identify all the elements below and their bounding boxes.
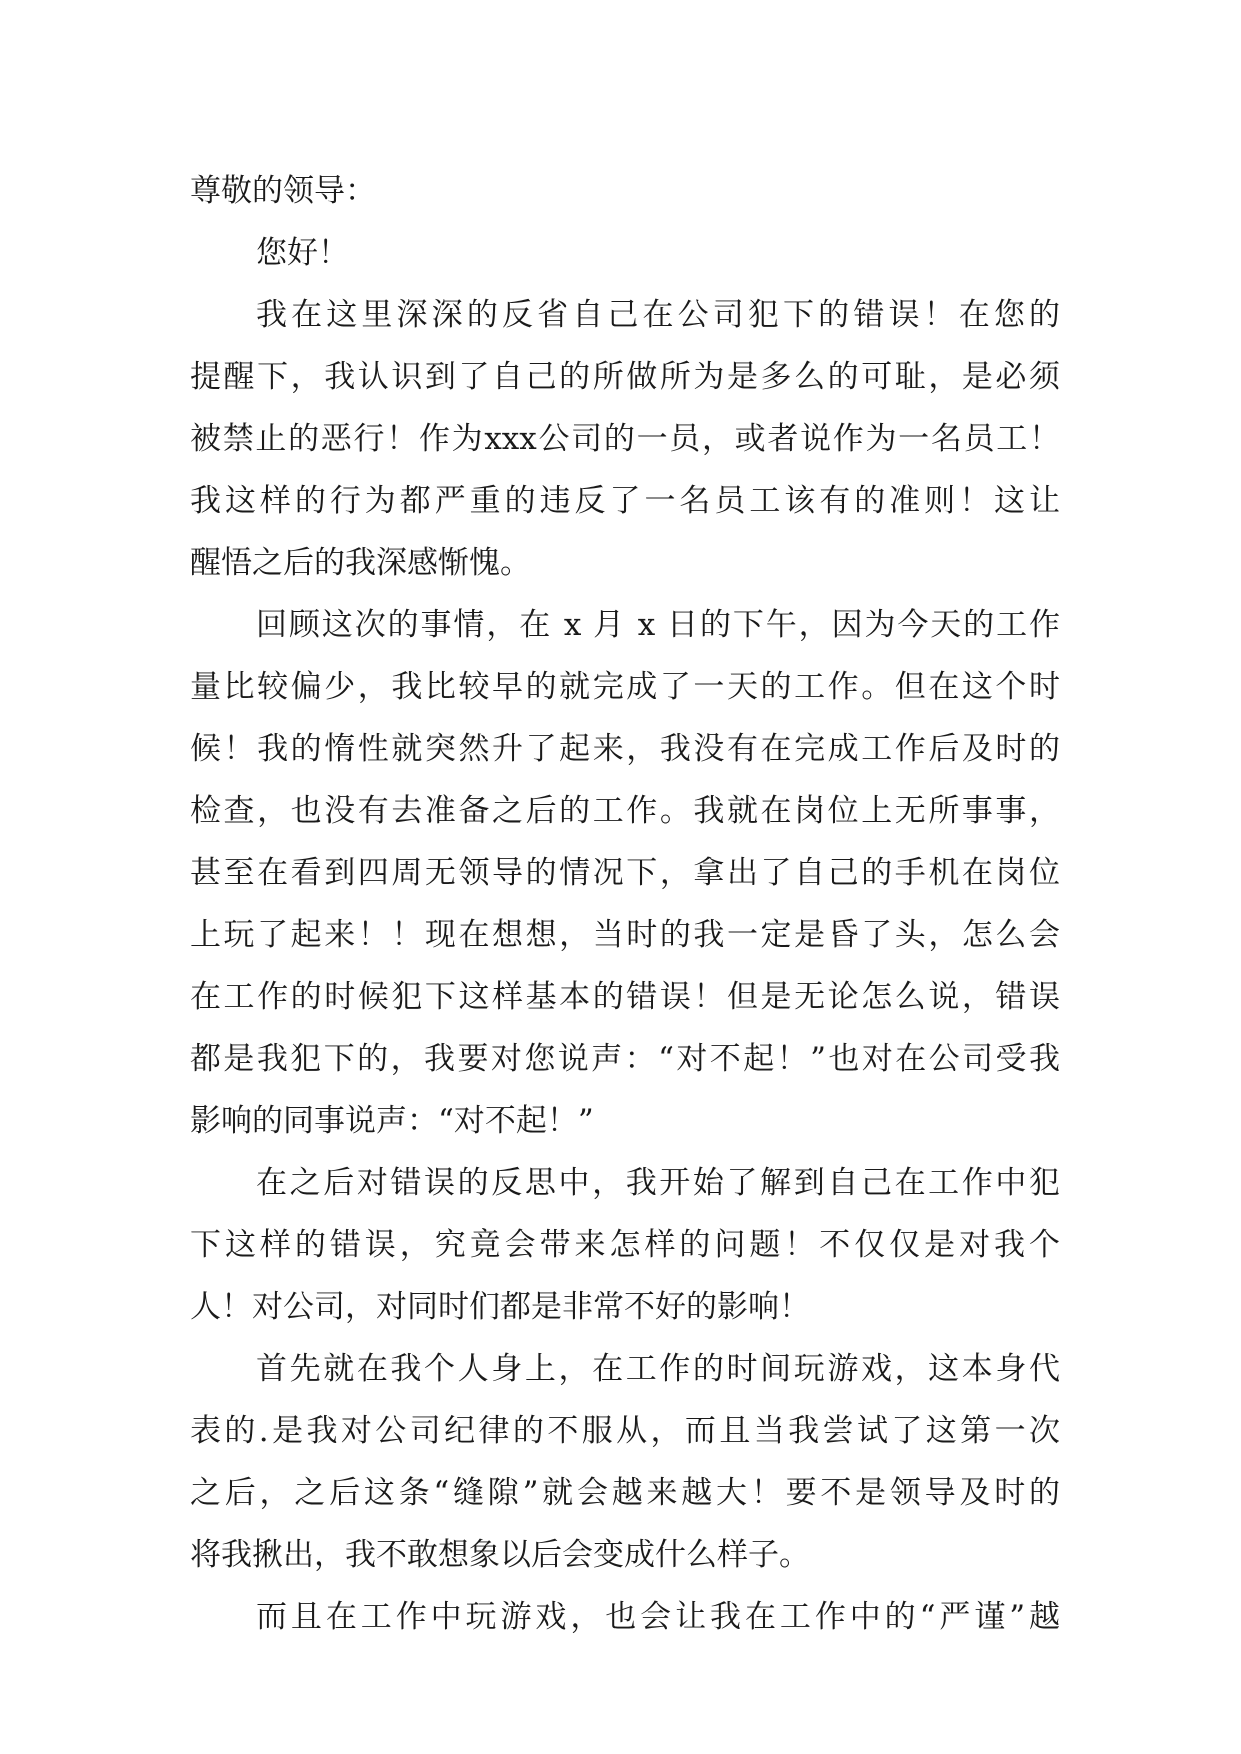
paragraph-line: 将我揪出，我不敢想象以后会变成什么样子。 bbox=[190, 1537, 810, 1573]
paragraph bbox=[190, 594, 1060, 1152]
paragraph-line: 人！对公司，对同时们都是非常不好的影响！ bbox=[190, 1289, 810, 1325]
greeting: 尊敬的领导： bbox=[190, 173, 376, 209]
paragraph-line: 我这样的行为都严重的违反了一名员工该有的准则！这让 bbox=[190, 483, 1060, 519]
paragraph-line: 影响的同事说声：“对不起！” bbox=[190, 1103, 594, 1139]
paragraph-line: 而且在工作中玩游戏，也会让我在工作中的“严谨”越 bbox=[256, 1599, 1060, 1635]
paragraph-line: 都是我犯下的，我要对您说声：“对不起！”也对在公司受我 bbox=[190, 1041, 1060, 1077]
paragraph-line: 我在这里深深的反省自己在公司犯下的错误！在您的 bbox=[256, 297, 1060, 333]
paragraph-line: 表的.是我对公司纪律的不服从，而且当我尝试了这第一次 bbox=[190, 1413, 1060, 1449]
paragraph-line: 检查，也没有去准备之后的工作。我就在岗位上无所事事， bbox=[190, 793, 1060, 829]
paragraph bbox=[190, 284, 1060, 594]
paragraph-line: 下这样的错误，究竟会带来怎样的问题！不仅仅是对我个 bbox=[190, 1227, 1060, 1263]
paragraph bbox=[190, 1338, 1060, 1586]
paragraph-line: 候！我的惰性就突然升了起来，我没有在完成工作后及时的 bbox=[190, 731, 1060, 767]
paragraph-line: 之后，之后这条“缝隙”就会越来越大！要不是领导及时的 bbox=[190, 1475, 1060, 1511]
paragraph-line: 在工作的时候犯下这样基本的错误！但是无论怎么说，错误 bbox=[190, 979, 1060, 1015]
paragraph-line: 提醒下，我认识到了自己的所做所为是多么的可耻，是必须 bbox=[190, 359, 1060, 395]
letter-body bbox=[190, 160, 1060, 1648]
salutation: 您好！ bbox=[256, 235, 349, 271]
paragraph bbox=[190, 1152, 1060, 1338]
paragraph-line: 在之后对错误的反思中，我开始了解到自己在工作中犯 bbox=[256, 1165, 1060, 1201]
paragraph-line: 被禁止的恶行！作为xxx公司的一员，或者说作为一名员工！ bbox=[190, 421, 1060, 457]
paragraph-line: 上玩了起来！！现在想想，当时的我一定是昏了头，怎么会 bbox=[190, 917, 1060, 953]
paragraph-line: 量比较偏少，我比较早的就完成了一天的工作。但在这个时 bbox=[190, 669, 1060, 705]
paragraph-line: 首先就在我个人身上，在工作的时间玩游戏，这本身代 bbox=[256, 1351, 1060, 1387]
paragraph bbox=[190, 1586, 1060, 1648]
paragraph-line: 甚至在看到四周无领导的情况下，拿出了自己的手机在岗位 bbox=[190, 855, 1060, 891]
paragraph-line: 醒悟之后的我深感惭愧。 bbox=[190, 545, 531, 581]
paragraph-line: 回顾这次的事情，在 x 月 x 日的下午，因为今天的工作 bbox=[256, 607, 1060, 643]
